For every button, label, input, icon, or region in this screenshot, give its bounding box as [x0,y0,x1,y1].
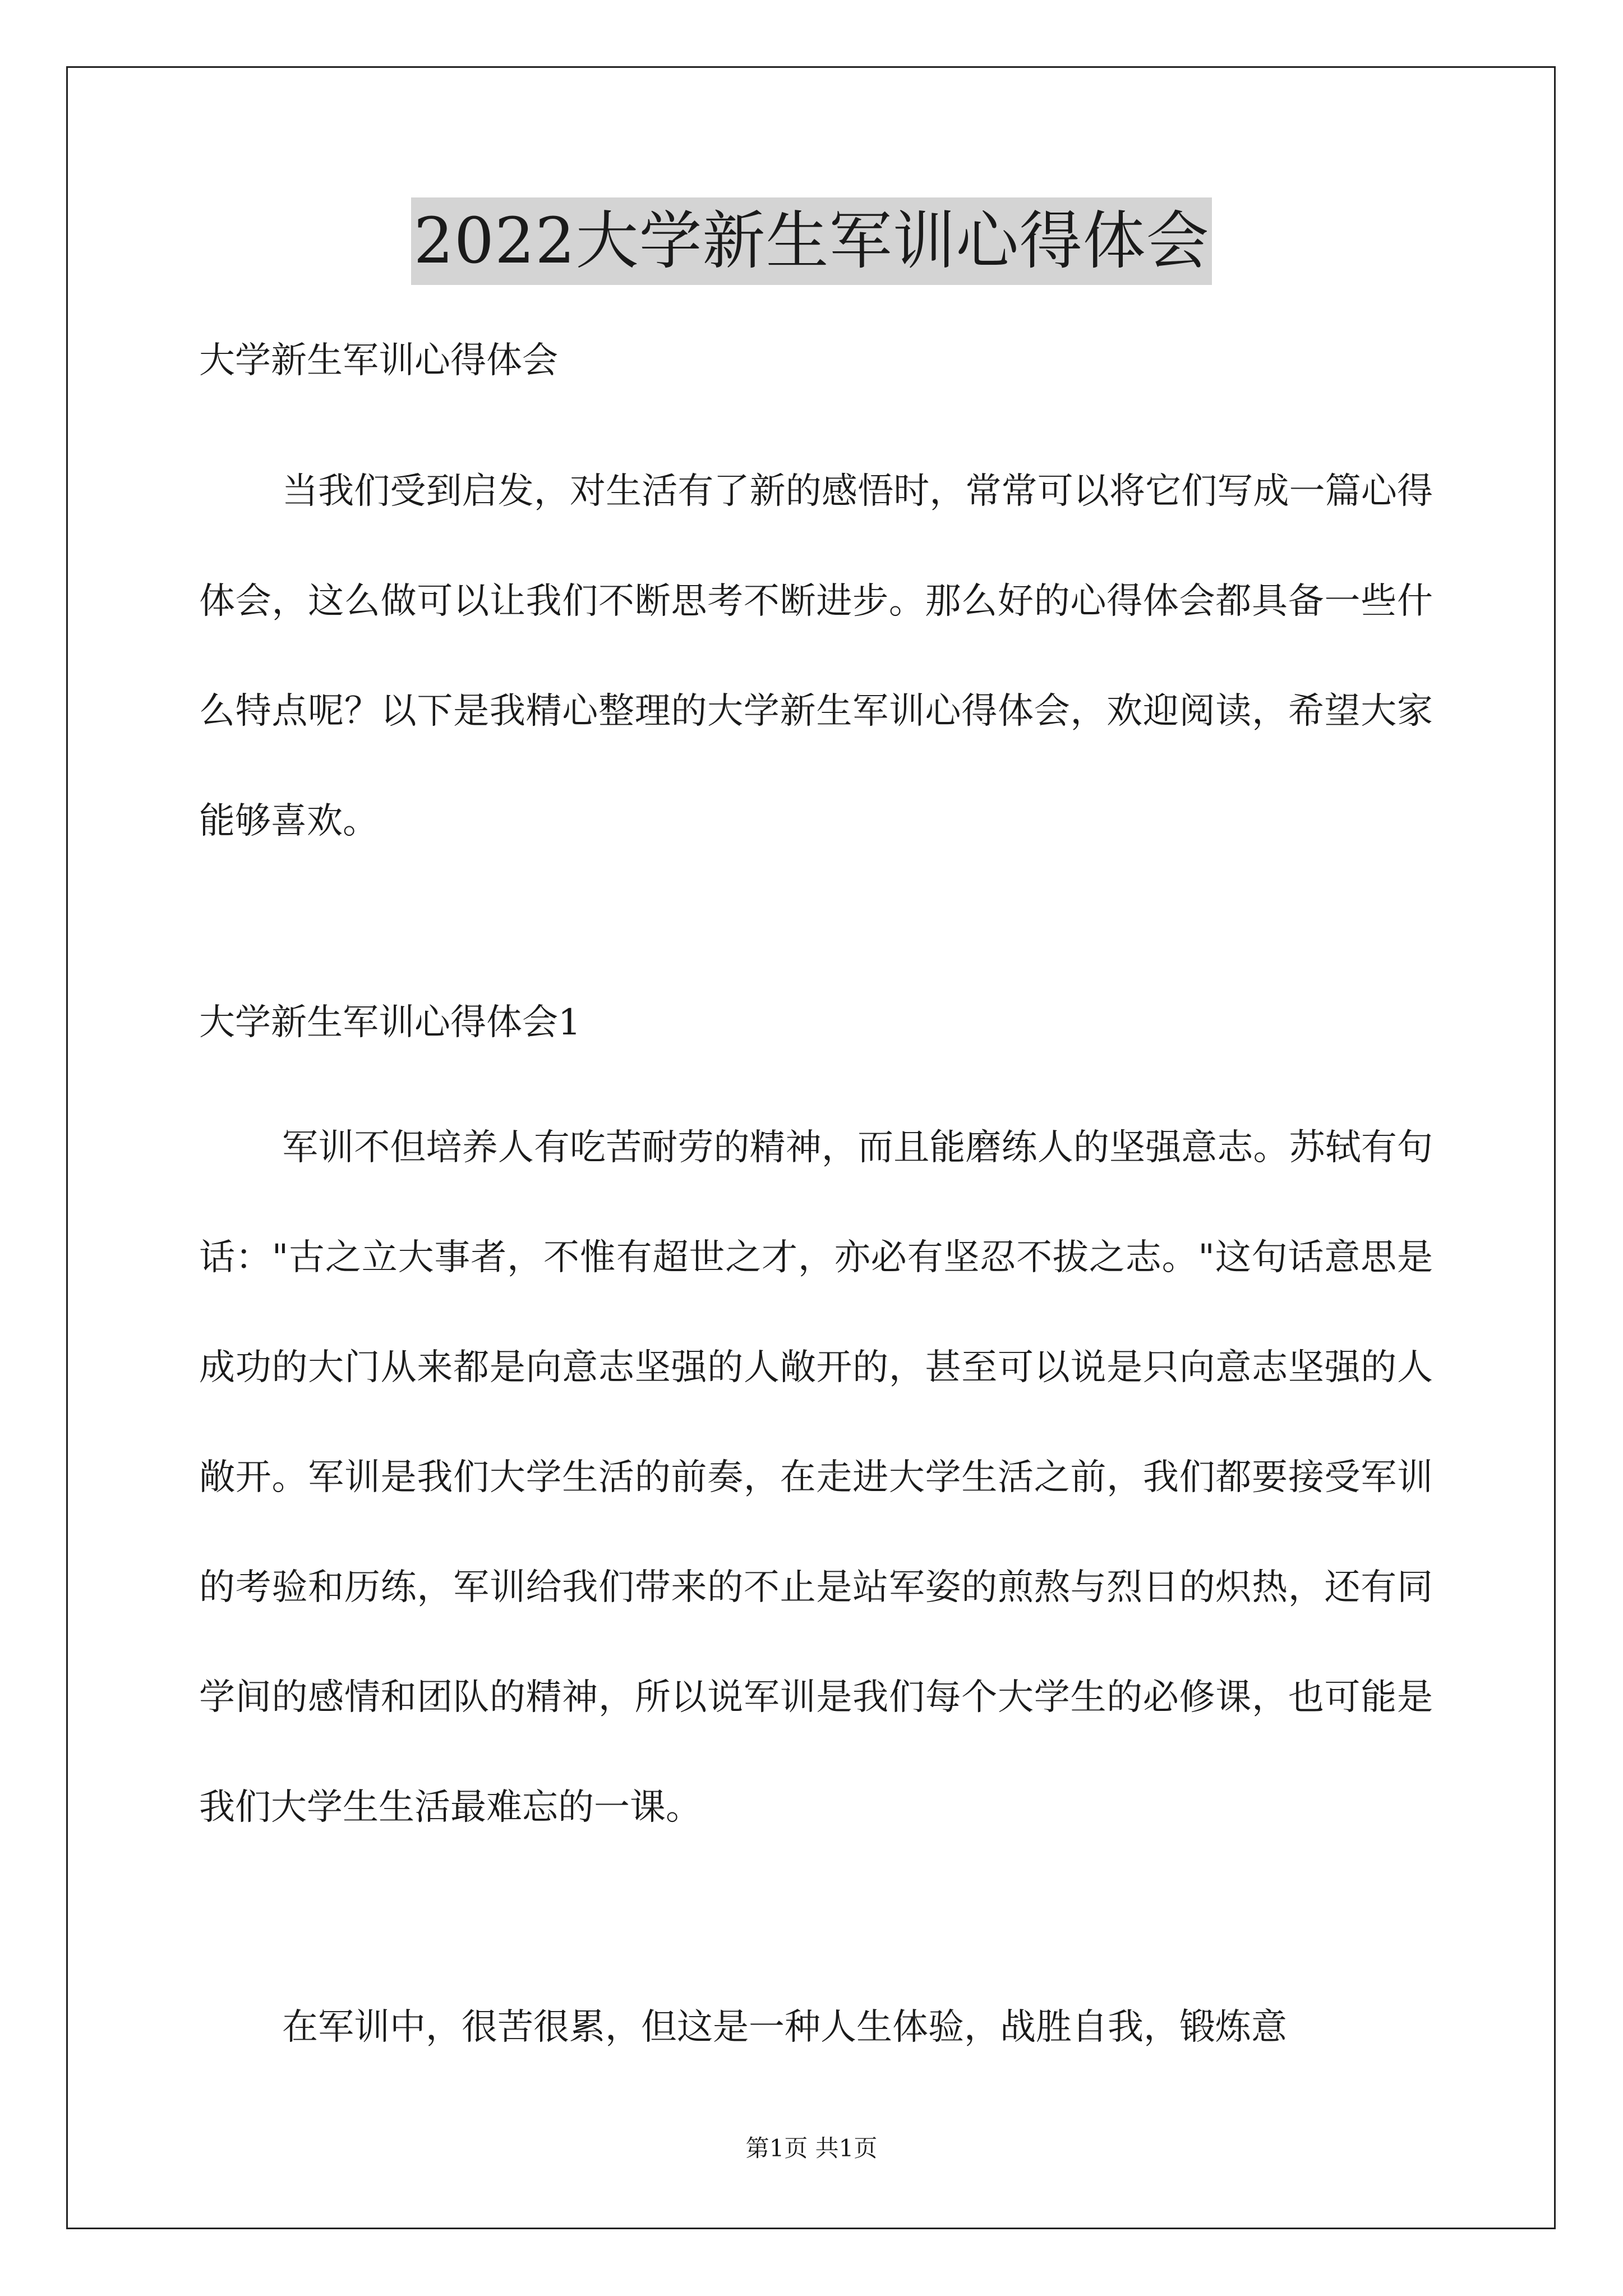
intro-heading: 大学新生军训心得体会 [199,340,558,381]
intro-paragraph-block [199,436,1433,876]
section1-paragraph-2: 在军训中，很苦很累，但这是一种人生体验，战胜自我，锻炼意 [282,2007,1287,2048]
section1-paragraph2-block [199,1972,1433,2082]
page-footer: 第1页 共1页 [745,2134,878,2162]
section1-paragraph-1: 军训不但培养人有吃苦耐劳的精神，而且能磨练人的坚强意志。苏轼有句话："古之立大事者，不惟有超世之才，亦必有坚忍不拔之志。"这句话意思是成功的大门从来都是向意志坚强的人敞开的，甚至可以说是只向意志坚强的人敞开。军训是我们大学生活的前奏，在走进大学生活之前，我们都要接受军训的考验和历练，军训给我们带来的不止是站军姿的煎熬与烈日的炽热，还有同学间的感情和团队的精神，所以说军训是我们每个大学生的必修课，也可能是我们大学生生活最难忘的一课。 [199,1127,1433,1828]
section1-heading-block [199,997,1433,1048]
section1-heading: 大学新生军训心得体会1 [199,1002,581,1043]
title-container [0,197,1623,285]
document-title: 2022大学新生军训心得体会 [411,197,1211,285]
intro-heading-block [199,335,1433,386]
section1-paragraph1-block [199,1093,1433,1862]
intro-paragraph: 当我们受到启发，对生活有了新的感悟时，常常可以将它们写成一篇心得体会，这么做可以让我们不断思考不断进步。那么好的心得体会都具备一些什么特点呢？以下是我精心整理的大学新生军训心得体会，欢迎阅读，希望大家能够喜欢。 [199,471,1433,842]
